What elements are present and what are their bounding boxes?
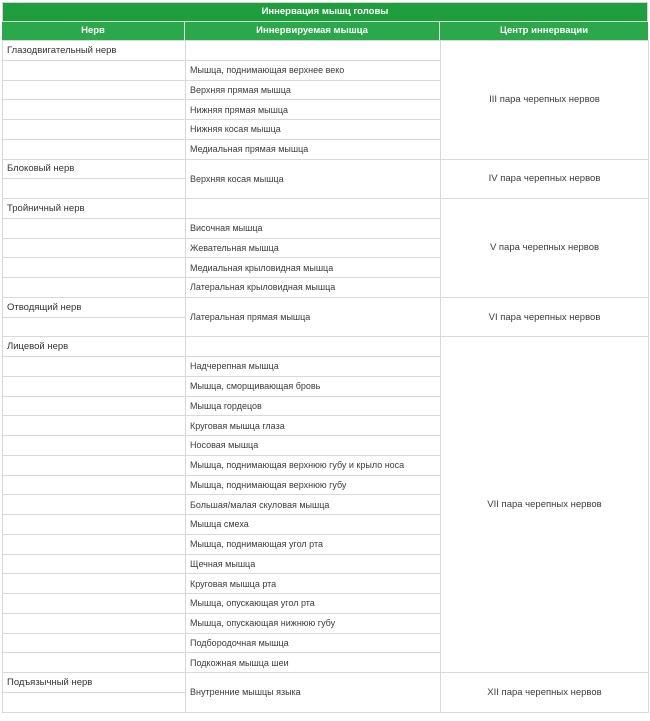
innervation-center: V пара черепных нервов (441, 199, 649, 298)
muscle-name: Большая/малая скуловая мышца (186, 495, 441, 515)
empty-nerve-cell (3, 60, 186, 80)
muscle-name: Щечная мышца (186, 554, 441, 574)
nerve-name: Подъязычный нерв (3, 673, 186, 693)
muscle-name: Мышца, поднимающая верхнее веко (186, 60, 441, 80)
muscle-name: Мышца гордецов (186, 396, 441, 416)
muscle-name: Височная мышца (186, 218, 441, 238)
empty-nerve-cell (3, 376, 186, 396)
empty-nerve-cell (3, 455, 186, 475)
empty-nerve-cell (3, 594, 186, 614)
muscle-name: Латеральная прямая мышца (186, 297, 441, 337)
muscle-name: Мышца, опускающая нижнюю губу (186, 613, 441, 633)
table-row (3, 297, 649, 317)
empty-nerve-cell (3, 238, 186, 258)
header-center: Центр иннервации (440, 22, 648, 40)
innervation-center: VI пара черепных нервов (441, 297, 649, 337)
empty-nerve-cell (3, 436, 186, 456)
muscle-name: Подкожная мышца шеи (186, 653, 441, 673)
empty-nerve-cell (3, 495, 186, 515)
muscle-name: Нижняя косая мышца (186, 120, 441, 140)
muscle-name: Жевательная мышца (186, 238, 441, 258)
empty-muscle-cell (186, 337, 441, 357)
empty-nerve-cell (3, 534, 186, 554)
table-row (3, 337, 649, 357)
muscle-name: Круговая мышца глаза (186, 416, 441, 436)
table-row (3, 199, 649, 219)
empty-nerve-cell (3, 475, 186, 495)
innervation-center: XII пара черепных нервов (441, 673, 649, 713)
muscle-name: Мышца, поднимающая угол рта (186, 534, 441, 554)
table-row (3, 159, 649, 179)
nerve-name: Отводящий нерв (3, 297, 186, 317)
muscle-name: Круговая мышца рта (186, 574, 441, 594)
empty-muscle-cell (186, 41, 441, 61)
nerve-name: Тройничный нерв (3, 199, 186, 219)
empty-nerve-cell (3, 139, 186, 159)
empty-nerve-cell (3, 278, 186, 298)
innervation-table-container (2, 2, 648, 713)
muscle-name: Верхняя прямая мышца (186, 80, 441, 100)
header-nerve: Нерв (2, 22, 185, 40)
empty-nerve-cell (3, 120, 186, 140)
muscle-name: Внутренние мышцы языка (186, 673, 441, 713)
empty-nerve-cell (3, 613, 186, 633)
muscle-name: Медиальная крыловидная мышца (186, 258, 441, 278)
empty-nerve-cell (3, 258, 186, 278)
nerve-name: Блоковый нерв (3, 159, 186, 179)
muscle-name: Подбородочная мышца (186, 633, 441, 653)
table-body (3, 41, 649, 713)
empty-nerve-cell (3, 357, 186, 377)
muscle-name: Мышца, сморщивающая бровь (186, 376, 441, 396)
empty-nerve-cell (3, 317, 186, 337)
table-title: Иннервация мышц головы (2, 2, 648, 22)
empty-nerve-cell (3, 692, 186, 712)
table-row (3, 41, 649, 61)
innervation-center: VII пара черепных нервов (441, 337, 649, 673)
muscle-name: Носовая мышца (186, 436, 441, 456)
empty-nerve-cell (3, 653, 186, 673)
muscle-name: Латеральная крыловидная мышца (186, 278, 441, 298)
muscle-name: Мышца, опускающая угол рта (186, 594, 441, 614)
innervation-table (2, 40, 649, 713)
muscle-name: Нижняя прямая мышца (186, 100, 441, 120)
table-row (3, 673, 649, 693)
empty-nerve-cell (3, 396, 186, 416)
empty-nerve-cell (3, 218, 186, 238)
muscle-name: Надчерепная мышца (186, 357, 441, 377)
innervation-center: III пара черепных нервов (441, 41, 649, 160)
empty-nerve-cell (3, 416, 186, 436)
muscle-name: Мышца, поднимающая верхнюю губу (186, 475, 441, 495)
header-muscle: Иннервируемая мышца (185, 22, 440, 40)
innervation-center: IV пара черепных нервов (441, 159, 649, 199)
muscle-name: Мышца смеха (186, 515, 441, 535)
empty-nerve-cell (3, 554, 186, 574)
empty-nerve-cell (3, 633, 186, 653)
empty-nerve-cell (3, 100, 186, 120)
empty-muscle-cell (186, 199, 441, 219)
nerve-name: Лицевой нерв (3, 337, 186, 357)
empty-nerve-cell (3, 515, 186, 535)
muscle-name: Мышца, поднимающая верхнюю губу и крыло носа (186, 455, 441, 475)
nerve-name: Глазодвигательный нерв (3, 41, 186, 61)
muscle-name: Верхняя косая мышца (186, 159, 441, 199)
empty-nerve-cell (3, 179, 186, 199)
empty-nerve-cell (3, 80, 186, 100)
empty-nerve-cell (3, 574, 186, 594)
table-header (2, 22, 648, 40)
muscle-name: Медиальная прямая мышца (186, 139, 441, 159)
